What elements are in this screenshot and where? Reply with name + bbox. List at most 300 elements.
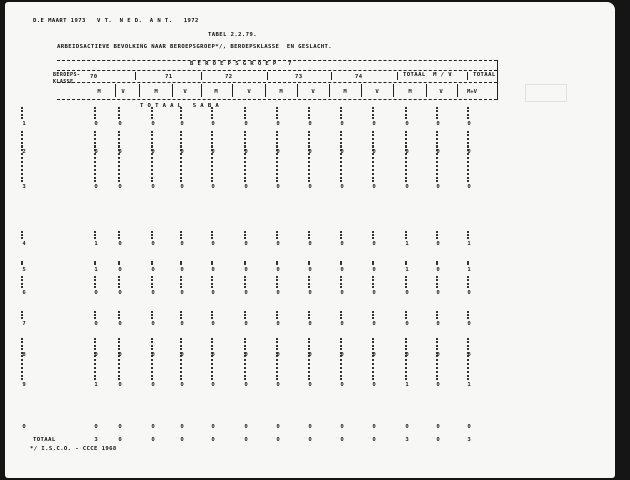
subheader-separator bbox=[426, 84, 427, 97]
cell-value: 0 bbox=[94, 121, 98, 127]
cell-value: 0 bbox=[467, 121, 471, 127]
cell-stack-marks bbox=[180, 107, 184, 119]
cell-stack-marks bbox=[151, 131, 155, 147]
cell-stack-marks bbox=[436, 311, 440, 319]
cell-value: 0 bbox=[94, 290, 98, 296]
cell-value: 0 bbox=[180, 241, 184, 247]
subheader-separator bbox=[265, 84, 266, 97]
cell-value: 0 bbox=[467, 184, 471, 190]
cell-stack-marks bbox=[118, 107, 122, 119]
cell-stack-marks bbox=[467, 352, 471, 380]
group-header-70: 70 bbox=[90, 74, 98, 80]
totaal-header: TOTAAL bbox=[473, 72, 496, 78]
cell-stack-marks bbox=[467, 338, 471, 350]
header-separator bbox=[331, 72, 332, 80]
cell-value: 0 bbox=[340, 149, 344, 155]
cell-value: 0 bbox=[211, 121, 215, 127]
row-label-3: 3 bbox=[22, 184, 26, 190]
cell-stack-marks bbox=[244, 131, 248, 147]
cell-stack-marks bbox=[372, 146, 376, 182]
rule-3 bbox=[57, 82, 497, 83]
totals-value: 3 bbox=[467, 437, 471, 443]
cell-value: 0 bbox=[211, 267, 215, 273]
cell-stack-marks bbox=[118, 146, 122, 182]
totals-value: 0 bbox=[340, 437, 344, 443]
cell-value: 0 bbox=[276, 184, 280, 190]
cell-value: 0 bbox=[276, 121, 280, 127]
cell-stack-marks bbox=[405, 276, 409, 288]
cell-value: 0 bbox=[211, 149, 215, 155]
totals-value: 0 bbox=[118, 437, 122, 443]
cell-value: 0 bbox=[244, 241, 248, 247]
group-header-73: 73 bbox=[295, 74, 303, 80]
rule-4 bbox=[57, 99, 497, 100]
cell-value: 0 bbox=[308, 149, 312, 155]
cell-value: 0 bbox=[180, 321, 184, 327]
cell-stack-marks bbox=[180, 131, 184, 147]
group-title: B E R O E P S G R O E P 7 bbox=[190, 61, 292, 67]
cell-value: 0 bbox=[244, 290, 248, 296]
cell-stack-marks bbox=[211, 311, 215, 319]
row-stack-marks bbox=[21, 107, 33, 119]
cell-stack-marks bbox=[211, 131, 215, 147]
cell-value: 0 bbox=[405, 352, 409, 358]
scanned-page bbox=[5, 2, 615, 478]
cell-stack-marks bbox=[340, 276, 344, 288]
cell-stack-marks bbox=[467, 107, 471, 119]
cell-stack-marks bbox=[405, 338, 409, 350]
cell-value: 0 bbox=[436, 424, 440, 430]
cell-value: 0 bbox=[244, 352, 248, 358]
row-label-2: 2 bbox=[22, 149, 26, 155]
cell-stack-marks bbox=[308, 231, 312, 239]
cell-stack-marks bbox=[211, 107, 215, 119]
row-label-5: 5 bbox=[22, 267, 26, 273]
cell-value: 0 bbox=[436, 241, 440, 247]
cell-stack-marks bbox=[372, 107, 376, 119]
section-label: T O T A A L S A B A bbox=[140, 103, 220, 109]
subheader-separator bbox=[139, 84, 140, 97]
cell-stack-marks bbox=[467, 276, 471, 288]
cell-stack-marks bbox=[118, 131, 122, 147]
cell-stack-marks bbox=[94, 311, 98, 319]
cell-stack-marks bbox=[308, 146, 312, 182]
cell-value: 0 bbox=[340, 184, 344, 190]
cell-stack-marks bbox=[372, 338, 376, 350]
totals-value: 0 bbox=[244, 437, 248, 443]
cell-value: 0 bbox=[94, 149, 98, 155]
subheader-13: M+V bbox=[466, 89, 478, 95]
subheader-11: M bbox=[408, 89, 412, 95]
cell-value: 0 bbox=[340, 290, 344, 296]
cell-value: 0 bbox=[436, 149, 440, 155]
cell-value: 0 bbox=[118, 352, 122, 358]
cell-value: 0 bbox=[308, 121, 312, 127]
cell-stack-marks bbox=[180, 261, 184, 265]
row-stack-marks bbox=[21, 231, 33, 239]
cell-value: 0 bbox=[180, 149, 184, 155]
cell-stack-marks bbox=[405, 146, 409, 182]
cell-stack-marks bbox=[308, 276, 312, 288]
cell-stack-marks bbox=[308, 352, 312, 380]
cell-value: 0 bbox=[436, 382, 440, 388]
cell-value: 0 bbox=[340, 382, 344, 388]
totals-value: 3 bbox=[94, 437, 98, 443]
cell-stack-marks bbox=[180, 338, 184, 350]
group-header-74: 74 bbox=[355, 74, 363, 80]
cell-stack-marks bbox=[244, 352, 248, 380]
cell-value: 1 bbox=[467, 267, 471, 273]
cell-value: 0 bbox=[372, 241, 376, 247]
cell-value: 0 bbox=[340, 352, 344, 358]
cell-stack-marks bbox=[94, 131, 98, 147]
bleed-through-box bbox=[525, 84, 567, 102]
cell-value: 0 bbox=[436, 121, 440, 127]
row-label-8: 8 bbox=[22, 352, 26, 358]
cell-value: 0 bbox=[244, 121, 248, 127]
cell-stack-marks bbox=[211, 231, 215, 239]
cell-value: 0 bbox=[180, 184, 184, 190]
cell-value: 0 bbox=[372, 290, 376, 296]
cell-value: 0 bbox=[340, 424, 344, 430]
totals-value: 0 bbox=[436, 437, 440, 443]
cell-value: 0 bbox=[308, 321, 312, 327]
subheader-6: V bbox=[247, 89, 251, 95]
cell-value: 0 bbox=[151, 241, 155, 247]
cell-stack-marks bbox=[340, 146, 344, 182]
cell-stack-marks bbox=[340, 231, 344, 239]
cell-value: 1 bbox=[94, 267, 98, 273]
cell-stack-marks bbox=[151, 338, 155, 350]
group-header-71: 71 bbox=[165, 74, 173, 80]
totals-value: 0 bbox=[308, 437, 312, 443]
cell-value: 0 bbox=[244, 267, 248, 273]
cell-value: 0 bbox=[118, 267, 122, 273]
cell-stack-marks bbox=[276, 338, 280, 350]
cell-value: 0 bbox=[372, 121, 376, 127]
cell-value: 0 bbox=[308, 424, 312, 430]
cell-stack-marks bbox=[180, 352, 184, 380]
cell-stack-marks bbox=[276, 276, 280, 288]
cell-value: 0 bbox=[244, 382, 248, 388]
cell-value: 0 bbox=[151, 121, 155, 127]
cell-stack-marks bbox=[151, 311, 155, 319]
cell-stack-marks bbox=[276, 261, 280, 265]
subheader-separator bbox=[297, 84, 298, 97]
cell-stack-marks bbox=[405, 311, 409, 319]
cell-stack-marks bbox=[436, 231, 440, 239]
cell-value: 1 bbox=[94, 382, 98, 388]
cell-stack-marks bbox=[372, 352, 376, 380]
row-stack-marks bbox=[21, 131, 33, 147]
cell-stack-marks bbox=[372, 276, 376, 288]
cell-value: 0 bbox=[436, 352, 440, 358]
cell-value: 0 bbox=[94, 424, 98, 430]
cell-stack-marks bbox=[118, 352, 122, 380]
cell-stack-marks bbox=[244, 146, 248, 182]
header-separator bbox=[135, 72, 136, 80]
cell-stack-marks bbox=[151, 352, 155, 380]
table-subtitle: ARBEIDSACTIEVE BEVOLKING NAAR BEROEPSGROEP*/, BEROEPSKLASSE EN GESLACHT. bbox=[57, 44, 333, 50]
cell-stack-marks bbox=[276, 107, 280, 119]
cell-stack-marks bbox=[151, 261, 155, 265]
cell-stack-marks bbox=[340, 107, 344, 119]
cell-stack-marks bbox=[372, 311, 376, 319]
row-header-1: BEROEPS- bbox=[53, 72, 81, 78]
cell-stack-marks bbox=[467, 231, 471, 239]
row-label-4: 4 bbox=[22, 241, 26, 247]
cell-value: 1 bbox=[405, 241, 409, 247]
cell-stack-marks bbox=[94, 107, 98, 119]
totals-label: TOTAAL bbox=[33, 437, 56, 443]
cell-stack-marks bbox=[180, 276, 184, 288]
cell-value: 0 bbox=[118, 382, 122, 388]
cell-stack-marks bbox=[308, 107, 312, 119]
cell-value: 0 bbox=[276, 321, 280, 327]
cell-stack-marks bbox=[308, 338, 312, 350]
cell-stack-marks bbox=[244, 261, 248, 265]
cell-value: 0 bbox=[118, 424, 122, 430]
cell-value: 1 bbox=[94, 241, 98, 247]
subheader-separator bbox=[457, 84, 458, 97]
cell-value: 0 bbox=[94, 352, 98, 358]
cell-stack-marks bbox=[151, 146, 155, 182]
cell-value: 0 bbox=[118, 184, 122, 190]
cell-stack-marks bbox=[244, 276, 248, 288]
cell-value: 0 bbox=[467, 352, 471, 358]
cell-value: 0 bbox=[340, 321, 344, 327]
cell-value: 1 bbox=[467, 382, 471, 388]
cell-stack-marks bbox=[436, 146, 440, 182]
cell-value: 0 bbox=[405, 184, 409, 190]
cell-value: 0 bbox=[340, 121, 344, 127]
cell-stack-marks bbox=[372, 261, 376, 265]
subheader-8: V bbox=[311, 89, 315, 95]
group-header-72: 72 bbox=[225, 74, 233, 80]
cell-stack-marks bbox=[405, 352, 409, 380]
cell-stack-marks bbox=[94, 276, 98, 288]
cell-stack-marks bbox=[211, 146, 215, 182]
cell-value: 1 bbox=[467, 241, 471, 247]
cell-stack-marks bbox=[211, 276, 215, 288]
cell-value: 0 bbox=[405, 149, 409, 155]
cell-stack-marks bbox=[276, 311, 280, 319]
cell-value: 0 bbox=[276, 352, 280, 358]
cell-value: 0 bbox=[340, 241, 344, 247]
cell-value: 0 bbox=[467, 290, 471, 296]
date-line: D.E MAART 1973 V T. N E D. A N T. 1972 bbox=[33, 18, 199, 24]
cell-value: 0 bbox=[118, 241, 122, 247]
cell-value: 0 bbox=[151, 290, 155, 296]
cell-value: 0 bbox=[372, 267, 376, 273]
cell-value: 0 bbox=[308, 184, 312, 190]
cell-stack-marks bbox=[94, 338, 98, 350]
subheader-9: M bbox=[343, 89, 347, 95]
cell-value: 0 bbox=[436, 267, 440, 273]
cell-value: 0 bbox=[244, 424, 248, 430]
cell-value: 0 bbox=[372, 424, 376, 430]
cell-value: 0 bbox=[436, 184, 440, 190]
table-number: TABEL 2.2.79. bbox=[208, 32, 257, 38]
subheader-separator bbox=[232, 84, 233, 97]
cell-value: 0 bbox=[276, 267, 280, 273]
right-border bbox=[497, 60, 498, 100]
subheader-3: M bbox=[154, 89, 158, 95]
cell-stack-marks bbox=[118, 311, 122, 319]
cell-stack-marks bbox=[244, 231, 248, 239]
cell-value: 0 bbox=[180, 424, 184, 430]
row-stack-marks bbox=[21, 311, 33, 319]
header-separator bbox=[467, 72, 468, 80]
row-stack-marks bbox=[21, 146, 33, 182]
cell-stack-marks bbox=[308, 261, 312, 265]
cell-value: 0 bbox=[151, 424, 155, 430]
cell-stack-marks bbox=[151, 276, 155, 288]
cell-stack-marks bbox=[405, 107, 409, 119]
cell-value: 0 bbox=[467, 321, 471, 327]
cell-value: 0 bbox=[467, 149, 471, 155]
totals-value: 3 bbox=[405, 437, 409, 443]
cell-stack-marks bbox=[467, 261, 471, 265]
cell-stack-marks bbox=[94, 231, 98, 239]
cell-value: 0 bbox=[276, 382, 280, 388]
cell-stack-marks bbox=[467, 131, 471, 147]
cell-value: 0 bbox=[151, 184, 155, 190]
cell-value: 0 bbox=[118, 290, 122, 296]
cell-value: 0 bbox=[372, 321, 376, 327]
row-stack-marks bbox=[21, 276, 33, 288]
cell-stack-marks bbox=[340, 261, 344, 265]
cell-value: 0 bbox=[308, 290, 312, 296]
cell-stack-marks bbox=[340, 338, 344, 350]
cell-stack-marks bbox=[276, 352, 280, 380]
cell-stack-marks bbox=[436, 352, 440, 380]
cell-stack-marks bbox=[94, 261, 98, 265]
cell-stack-marks bbox=[405, 261, 409, 265]
cell-value: 0 bbox=[244, 184, 248, 190]
cell-stack-marks bbox=[151, 231, 155, 239]
cell-value: 0 bbox=[372, 149, 376, 155]
subheader-separator bbox=[393, 84, 394, 97]
cell-stack-marks bbox=[405, 131, 409, 147]
cell-value: 0 bbox=[211, 382, 215, 388]
totals-value: 0 bbox=[151, 437, 155, 443]
cell-value: 0 bbox=[405, 290, 409, 296]
subheader-5: M bbox=[214, 89, 218, 95]
cell-value: 0 bbox=[467, 424, 471, 430]
subheader-separator bbox=[172, 84, 173, 97]
cell-value: 0 bbox=[180, 121, 184, 127]
cell-value: 0 bbox=[211, 424, 215, 430]
cell-stack-marks bbox=[244, 311, 248, 319]
subheader-separator bbox=[329, 84, 330, 97]
cell-stack-marks bbox=[118, 276, 122, 288]
cell-value: 0 bbox=[151, 382, 155, 388]
cell-stack-marks bbox=[436, 276, 440, 288]
cell-value: 0 bbox=[180, 267, 184, 273]
cell-value: 0 bbox=[405, 424, 409, 430]
cell-value: 0 bbox=[372, 382, 376, 388]
cell-value: 0 bbox=[244, 321, 248, 327]
subheader-4: V bbox=[183, 89, 187, 95]
cell-value: 0 bbox=[436, 321, 440, 327]
footer-note: */ I.S.C.O. - CCCE 1968 bbox=[30, 446, 117, 452]
cell-value: 0 bbox=[180, 352, 184, 358]
header-separator bbox=[397, 72, 398, 80]
cell-stack-marks bbox=[308, 131, 312, 147]
cell-value: 0 bbox=[276, 241, 280, 247]
cell-value: 0 bbox=[118, 321, 122, 327]
cell-value: 0 bbox=[340, 267, 344, 273]
subheader-7: M bbox=[279, 89, 283, 95]
cell-stack-marks bbox=[308, 311, 312, 319]
row-label-0: 0 bbox=[22, 424, 26, 430]
cell-stack-marks bbox=[467, 311, 471, 319]
cell-stack-marks bbox=[276, 131, 280, 147]
cell-value: 0 bbox=[276, 290, 280, 296]
cell-stack-marks bbox=[340, 352, 344, 380]
row-label-1: 1 bbox=[22, 121, 26, 127]
cell-value: 0 bbox=[308, 352, 312, 358]
cell-stack-marks bbox=[180, 311, 184, 319]
cell-value: 0 bbox=[151, 267, 155, 273]
cell-stack-marks bbox=[94, 352, 98, 380]
cell-stack-marks bbox=[118, 338, 122, 350]
cell-stack-marks bbox=[180, 146, 184, 182]
cell-stack-marks bbox=[151, 107, 155, 119]
header-separator bbox=[267, 72, 268, 80]
cell-value: 0 bbox=[151, 321, 155, 327]
cell-value: 0 bbox=[94, 321, 98, 327]
cell-value: 0 bbox=[244, 149, 248, 155]
row-label-6: 6 bbox=[22, 290, 26, 296]
cell-value: 0 bbox=[276, 424, 280, 430]
cell-stack-marks bbox=[436, 131, 440, 147]
cell-stack-marks bbox=[244, 107, 248, 119]
cell-stack-marks bbox=[118, 231, 122, 239]
totals-value: 0 bbox=[180, 437, 184, 443]
cell-stack-marks bbox=[211, 261, 215, 265]
cell-value: 0 bbox=[118, 149, 122, 155]
cell-value: 1 bbox=[405, 267, 409, 273]
cell-value: 0 bbox=[308, 241, 312, 247]
cell-stack-marks bbox=[436, 261, 440, 265]
row-stack-marks bbox=[21, 352, 33, 380]
row-label-9: 9 bbox=[22, 382, 26, 388]
cell-stack-marks bbox=[467, 146, 471, 182]
rule-2 bbox=[57, 70, 497, 71]
cell-stack-marks bbox=[372, 131, 376, 147]
cell-value: 0 bbox=[211, 352, 215, 358]
cell-value: 0 bbox=[372, 352, 376, 358]
cell-value: 0 bbox=[308, 267, 312, 273]
row-stack-marks bbox=[21, 261, 33, 265]
cell-stack-marks bbox=[340, 311, 344, 319]
cell-value: 0 bbox=[276, 149, 280, 155]
cell-value: 1 bbox=[405, 382, 409, 388]
cell-stack-marks bbox=[436, 107, 440, 119]
cell-stack-marks bbox=[276, 146, 280, 182]
subheader-10: V bbox=[375, 89, 379, 95]
subheader-separator bbox=[201, 84, 202, 97]
cell-value: 0 bbox=[405, 321, 409, 327]
cell-value: 0 bbox=[211, 290, 215, 296]
cell-stack-marks bbox=[118, 261, 122, 265]
cell-value: 0 bbox=[211, 184, 215, 190]
totaal-mv-header: TOTAAL M / V bbox=[403, 72, 452, 78]
cell-value: 0 bbox=[405, 121, 409, 127]
subheader-2: V bbox=[121, 89, 125, 95]
